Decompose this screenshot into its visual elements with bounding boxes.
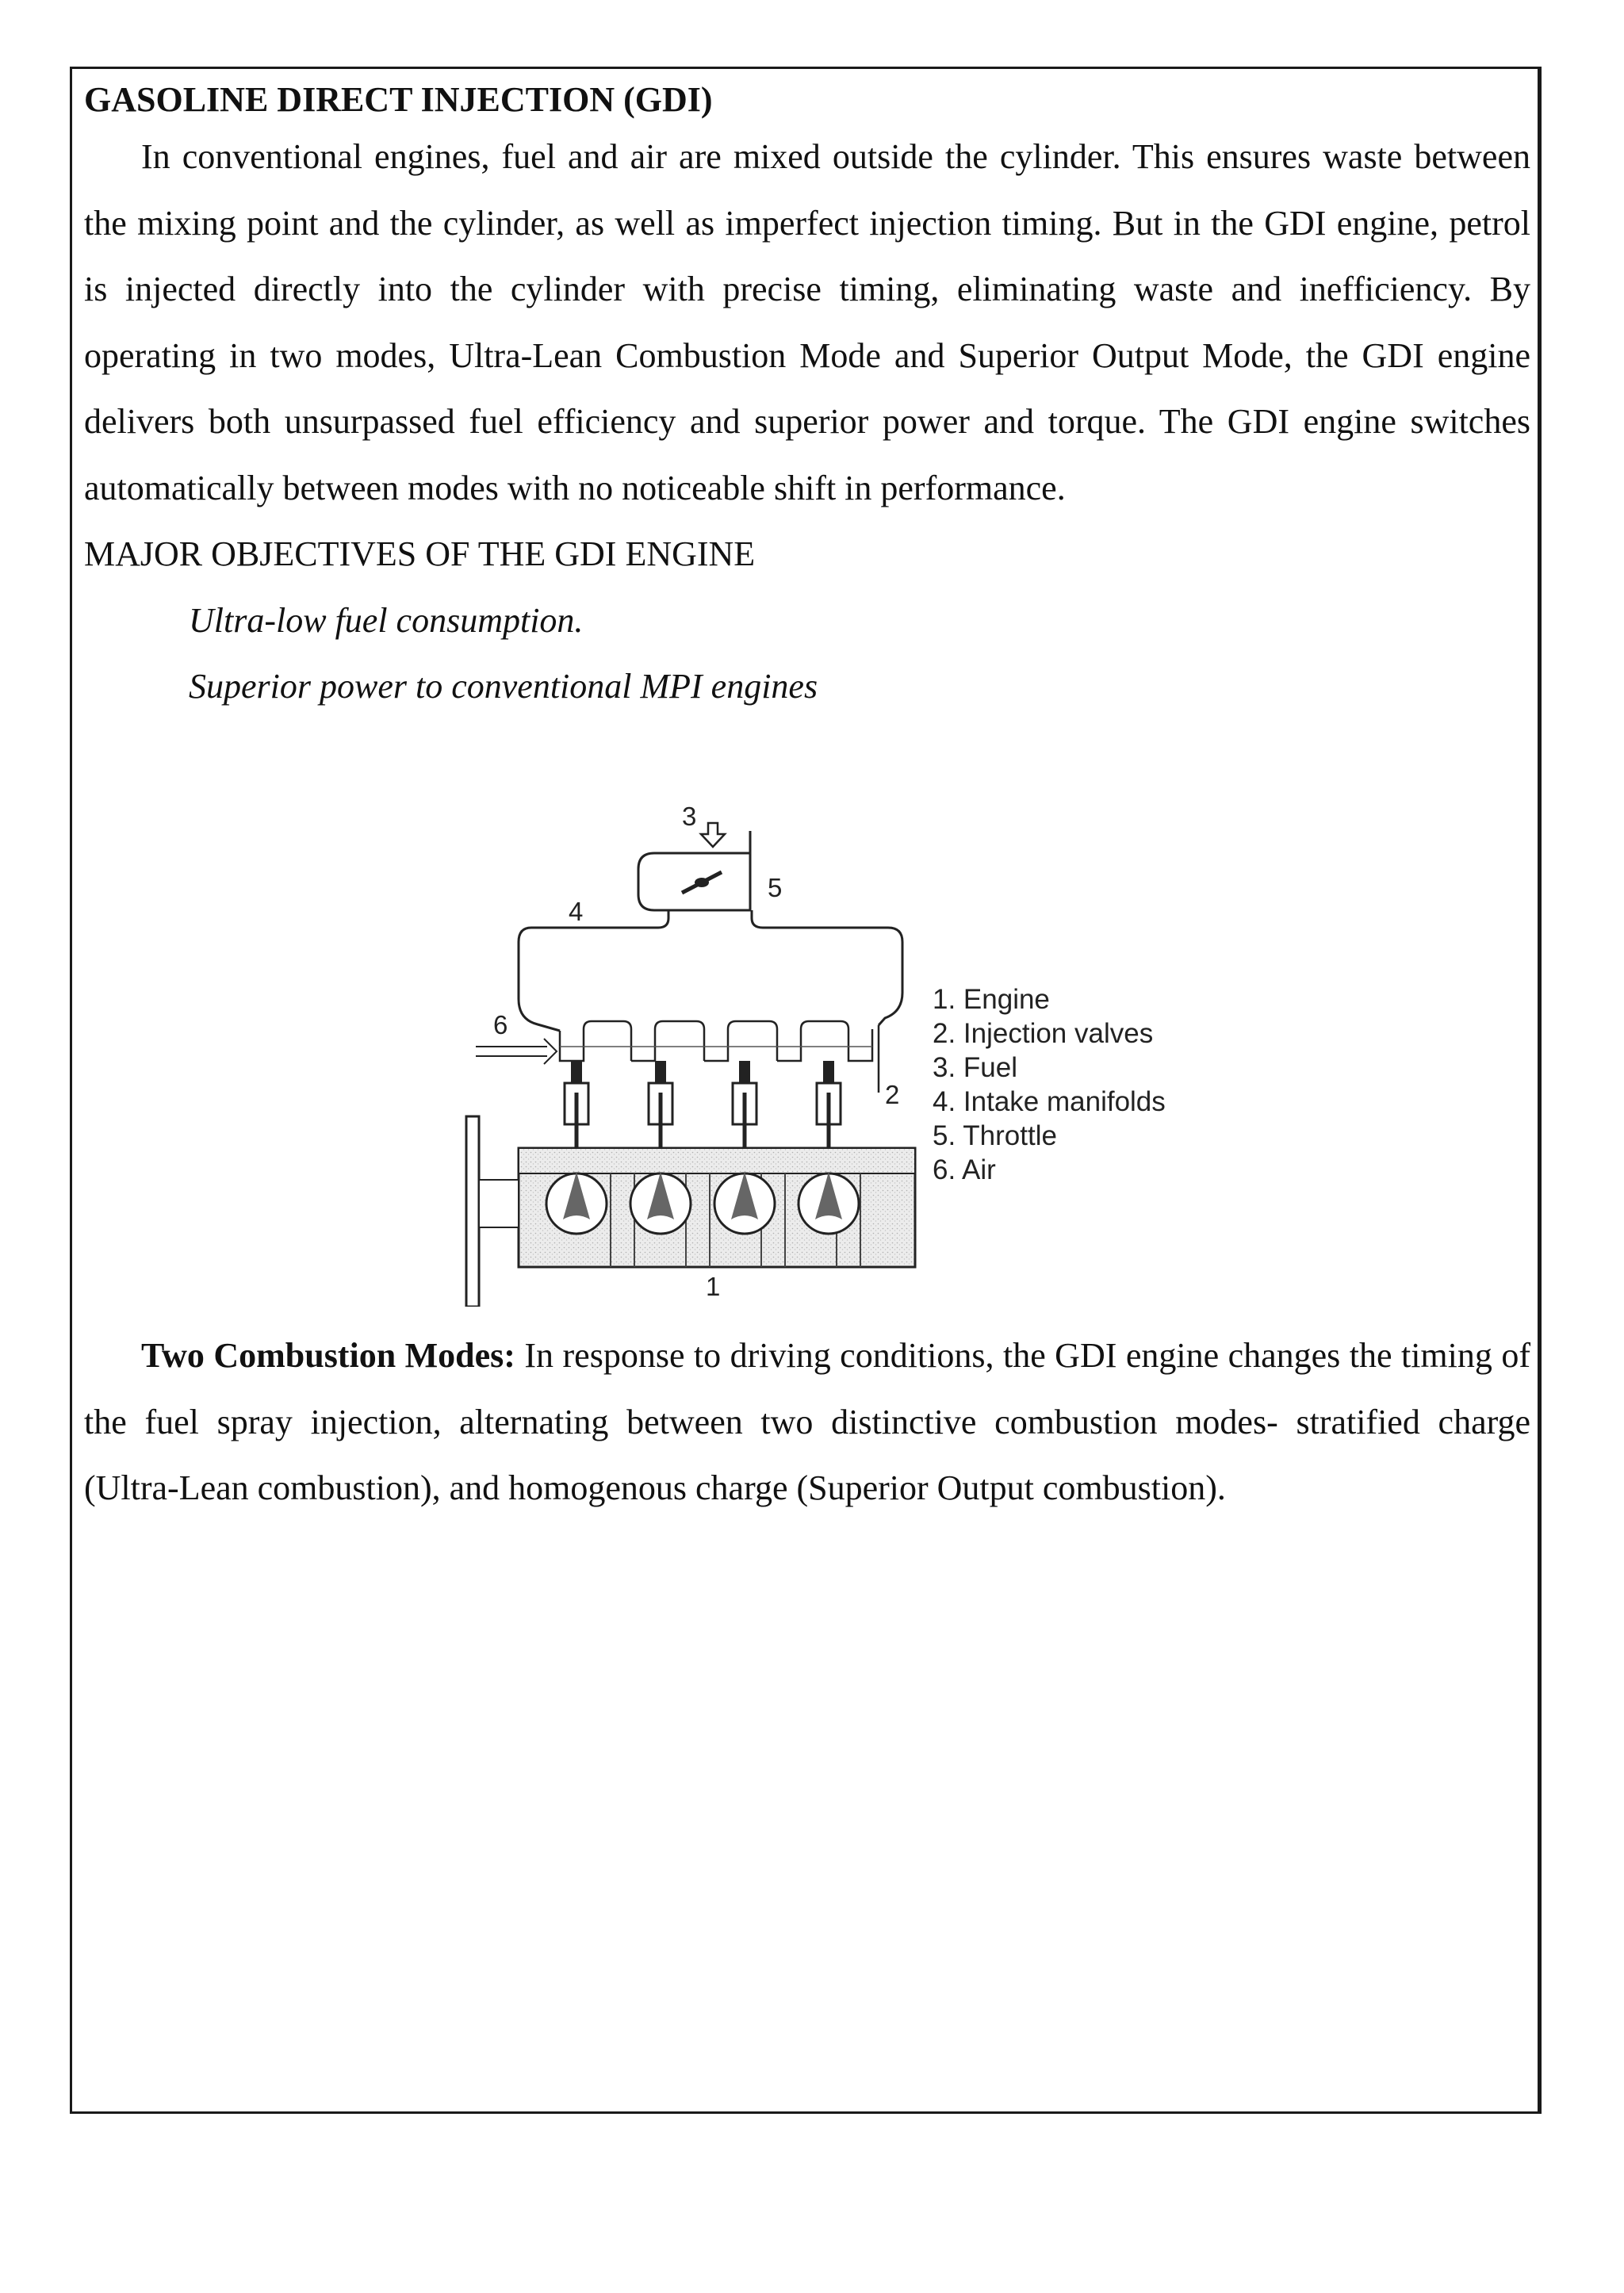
section-heading: GASOLINE DIRECT INJECTION (GDI) bbox=[84, 80, 713, 119]
objectives-heading: MAJOR OBJECTIVES OF THE GDI ENGINE bbox=[84, 534, 756, 573]
combustion-modes-lead: Two Combustion Modes: bbox=[141, 1336, 515, 1375]
figure-legend bbox=[933, 984, 1166, 1185]
combustion-modes-text: In response to driving conditions, the GDI engine changes the timing of the fuel spray injection, alternating between two distinctive combustion modes- stratified charge (Ultra-Lean combustion), and homogenous charge (Superior Output combustion). bbox=[84, 1336, 1530, 1507]
intro-paragraph: In conventional engines, fuel and air are mixed outside the cylinder. This ensures waste between the mixing point and the cylinder, as well as imperfect injection timing. But in the GDI engine, petrol is injected directly into the cylinder with precise timing, eliminating waste and inefficiency. By operating in two modes, Ultra-Lean Combustion Mode and Superior Output Mode, the GDI engine delivers both unsurpassed fuel efficiency and superior power and torque. The GDI engine switches automatically between modes with no noticeable shift in performance. bbox=[84, 137, 1530, 507]
gdi-engine-diagram bbox=[444, 799, 1237, 1307]
callout-engine: 1 bbox=[706, 1272, 721, 1301]
legend-item: 4. Intake manifolds bbox=[933, 1086, 1166, 1117]
flywheel bbox=[466, 1116, 519, 1307]
legend-item: 1. Engine bbox=[933, 984, 1050, 1015]
callout-air: 6 bbox=[493, 1010, 508, 1039]
callout-injection-valves: 2 bbox=[885, 1080, 900, 1109]
callout-throttle: 5 bbox=[768, 873, 783, 902]
legend-item: 5. Throttle bbox=[933, 1120, 1057, 1151]
legend-item: 6. Air bbox=[933, 1154, 996, 1185]
objective-item: Ultra-low fuel consumption. bbox=[189, 600, 584, 640]
objective-item: Superior power to conventional MPI engines bbox=[189, 667, 818, 706]
callout-intake-manifolds: 4 bbox=[569, 897, 584, 926]
callout-fuel: 3 bbox=[682, 802, 697, 831]
legend-item: 2. Injection valves bbox=[933, 1018, 1154, 1049]
air-arrow bbox=[476, 1039, 557, 1064]
combustion-modes-paragraph bbox=[84, 1323, 1530, 1522]
engine-schematic bbox=[444, 799, 1237, 1307]
throttle-body bbox=[638, 831, 750, 910]
document-body bbox=[84, 76, 1530, 720]
combustion-modes-section bbox=[84, 1323, 1530, 1522]
fuel-arrow bbox=[701, 823, 725, 847]
legend-item: 3. Fuel bbox=[933, 1052, 1017, 1083]
